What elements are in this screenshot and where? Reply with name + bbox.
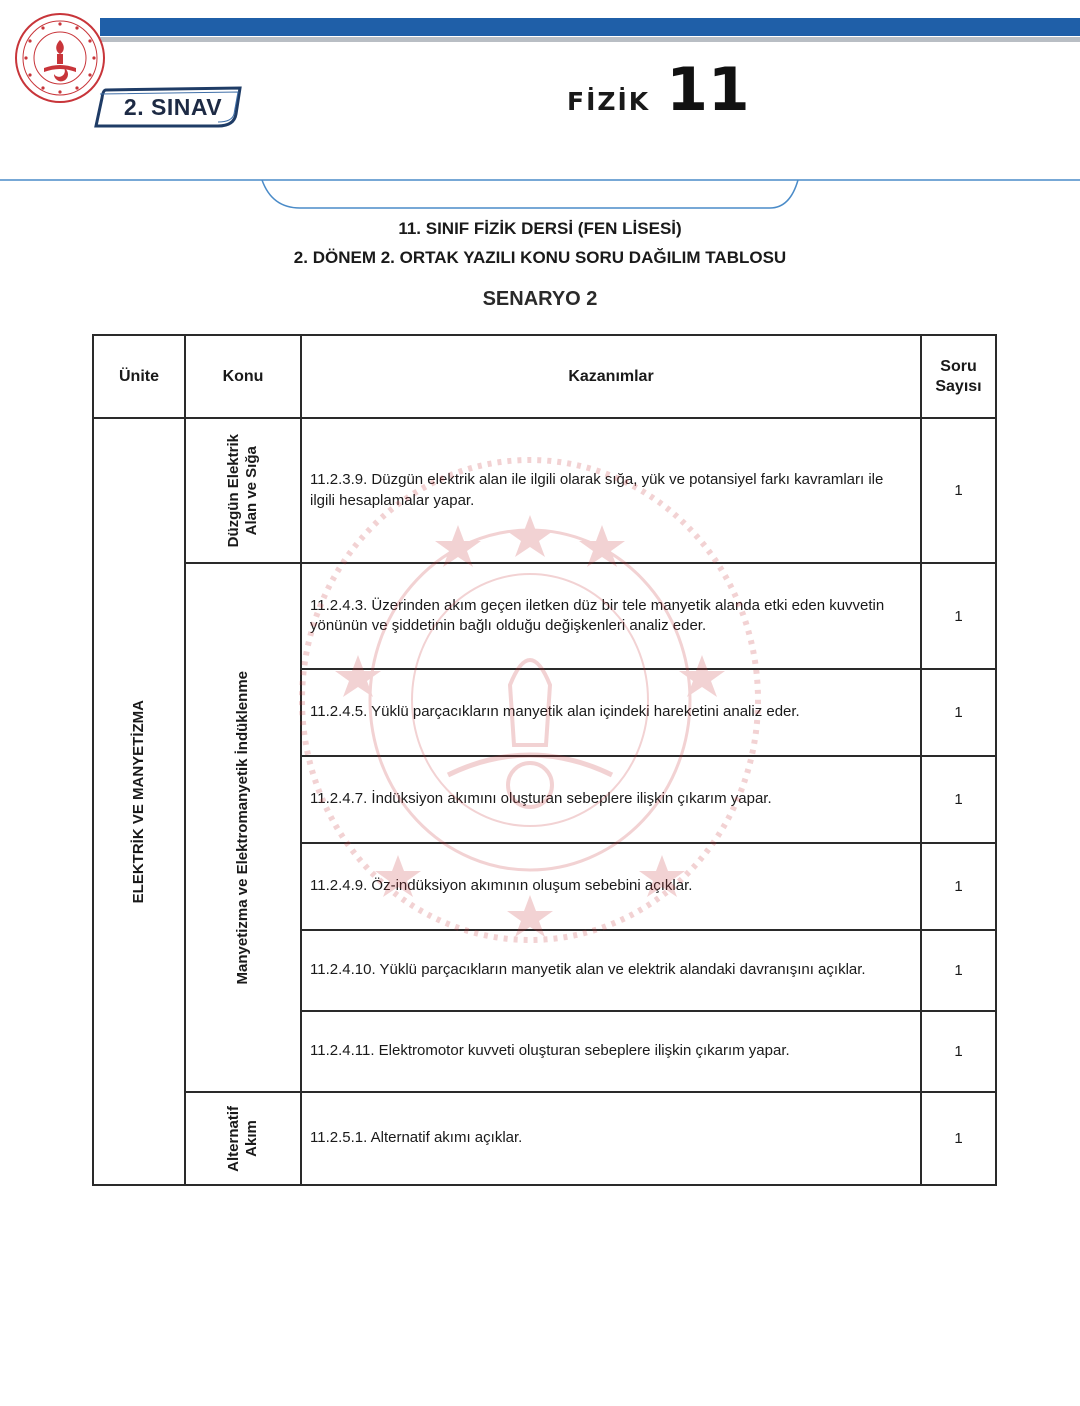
topic-cell: [185, 563, 301, 1092]
subject-heading: [567, 55, 750, 130]
count-cell: 1: [921, 843, 996, 930]
topic-cell: [185, 1092, 301, 1185]
outcome-cell: 11.2.5.1. Alternatif akımı açıklar.: [301, 1092, 921, 1185]
count-cell: 1: [921, 1011, 996, 1092]
table-row: [93, 563, 996, 669]
exam-badge-label: 2. SINAV: [123, 93, 223, 120]
topic-label: Düzgün Elektrik Alan ve Sığa: [225, 433, 260, 548]
header-topic: Konu: [185, 335, 301, 418]
subject-name: FİZİK: [567, 87, 651, 116]
table-row: [93, 418, 996, 563]
header-divider: [0, 172, 1080, 212]
unit-label: ELEKTRİK VE MANYETİZMA: [130, 699, 147, 904]
outcome-cell: 11.2.4.5. Yüklü parçacıkların manyetik alan içindeki hareketini analiz eder.: [301, 669, 921, 756]
count-cell: 1: [921, 669, 996, 756]
exam-badge: [88, 84, 248, 130]
distribution-table: [92, 334, 997, 1186]
count-cell: 1: [921, 418, 996, 563]
topic-cell: [185, 418, 301, 563]
count-cell: 1: [921, 930, 996, 1011]
document-subtitle: 2. DÖNEM 2. ORTAK YAZILI KONU SORU DAĞILIM TABLOSU: [293, 248, 787, 267]
table-header-row: [93, 335, 996, 418]
table-row: [93, 1092, 996, 1185]
outcome-cell: 11.2.4.10. Yüklü parçacıkların manyetik alan ve elektrik alandaki davranışını açıklar.: [301, 930, 921, 1011]
count-cell: 1: [921, 1092, 996, 1185]
header-blue-bar: [100, 18, 1080, 36]
header-unit: Ünite: [93, 335, 185, 418]
outcome-cell: 11.2.4.7. İndüksiyon akımını oluşturan sebeplere ilişkin çıkarım yapar.: [301, 756, 921, 843]
outcome-cell: 11.2.4.11. Elektromotor kuvveti oluşturan sebeplere ilişkin çıkarım yapar.: [301, 1011, 921, 1092]
document-title: 11. SINIF FİZİK DERSİ (FEN LİSESİ): [398, 219, 682, 238]
outcome-cell: 11.2.4.3. Üzerinden akım geçen iletken düz bir tele manyetik alanda etki eden kuvvetin yönünün ve şiddetinin bağlı olduğu değişkenleri analiz eder.: [301, 563, 921, 669]
outcome-cell: 11.2.4.9. Öz-indüksiyon akımının oluşum sebebini açıklar.: [301, 843, 921, 930]
grade-number: 11: [666, 55, 750, 125]
topic-label: Manyetizma ve Elektromanyetik İndüklenme: [234, 670, 251, 985]
header-outcomes: Kazanımlar: [301, 335, 921, 418]
scenario-title: SENARYO 2: [482, 288, 598, 310]
topic-label: Alternatif Akım: [225, 1105, 260, 1172]
header-gray-bar: [100, 37, 1080, 42]
unit-cell: [93, 418, 185, 1185]
count-cell: 1: [921, 563, 996, 669]
count-cell: 1: [921, 756, 996, 843]
header-count: Soru Sayısı: [921, 335, 996, 418]
outcome-cell: 11.2.3.9. Düzgün elektrik alan ile ilgili olarak sığa, yük ve potansiyel farkı kavramları ile ilgili hesaplamalar yapar.: [301, 418, 921, 563]
